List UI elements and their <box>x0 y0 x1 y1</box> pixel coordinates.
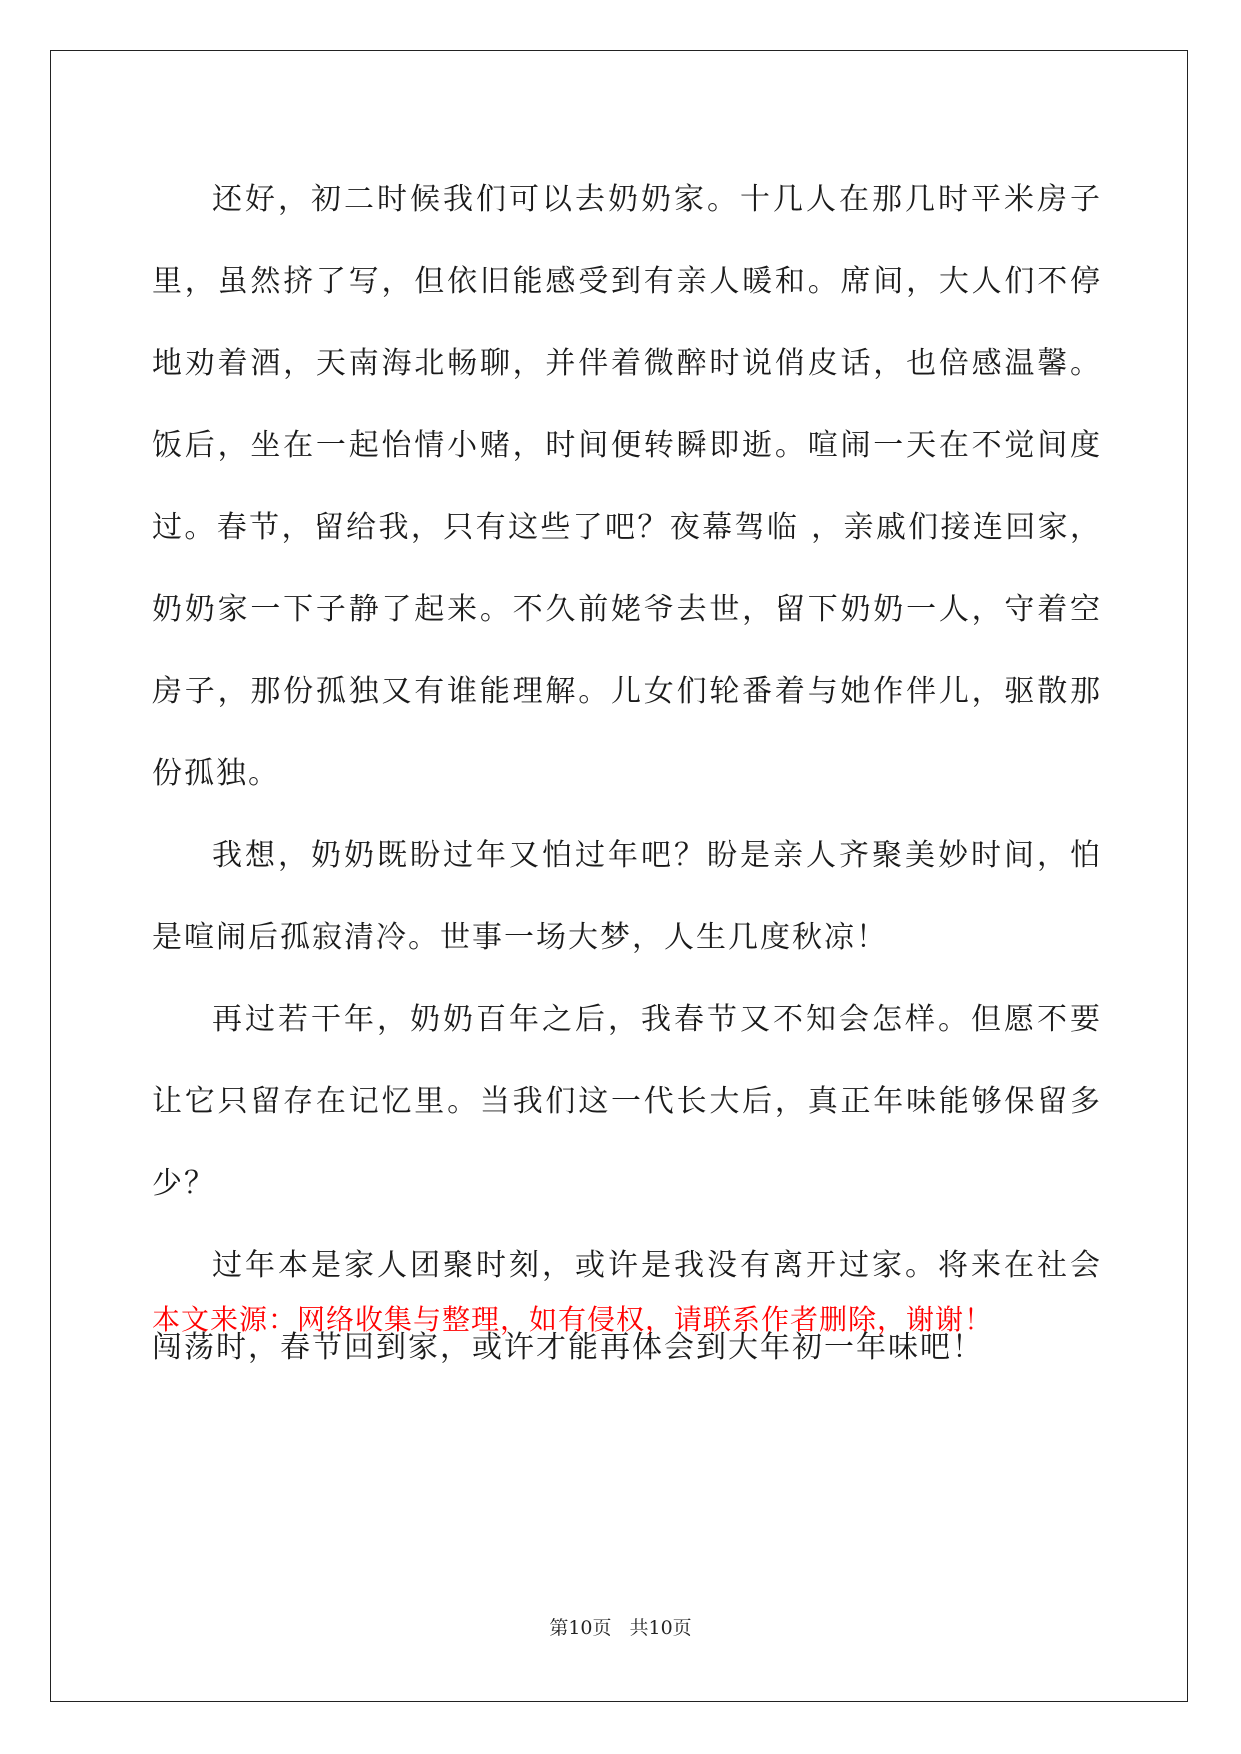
paragraph-1: 还好，初二时候我们可以去奶奶家。十几人在那几时平米房子里，虽然挤了写，但依旧能感受到有亲人暖和。席间，大人们不停地劝着酒，天南海北畅聊，并伴着微醉时说俏皮话，也倍感温馨。饭后，坐在一起怡情小赌，时间便转瞬即逝。喧闹一天在不觉间度过。春节，留给我，只有这些了吧？夜幕驾临 ，亲戚们接连回家，奶奶家一下子静了起来。不久前姥爷去世，留下奶奶一人，守着空房子，那份孤独又有谁能理解。儿女们轮番着与她作伴儿，驱散那份孤独。 <box>152 182 1102 791</box>
page-number-current: 第10页 <box>549 1617 612 1639</box>
paragraph-4: 过年本是家人团聚时刻，或许是我没有离开过家。将来在社会闯荡时，春节回到家，或许才能再体会到大年初一年味吧！ <box>152 1248 1102 1365</box>
paragraph-3: 再过若干年，奶奶百年之后，我春节又不知会怎样。但愿不要让它只留存在记忆里。当我们这一代长大后，真正年味能够保留多少？ <box>152 1002 1102 1201</box>
page-footer <box>0 1613 1241 1640</box>
document-body <box>152 159 1102 1389</box>
page-number-total: 共10页 <box>629 1617 692 1639</box>
source-note: 本文来源：网络收集与整理，如有侵权，请联系作者删除，谢谢！ <box>152 1303 994 1336</box>
paragraph-2: 我想，奶奶既盼过年又怕过年吧？盼是亲人齐聚美妙时间，怕是喧闹后孤寂清冷。世事一场大梦，人生几度秋凉！ <box>152 838 1102 955</box>
